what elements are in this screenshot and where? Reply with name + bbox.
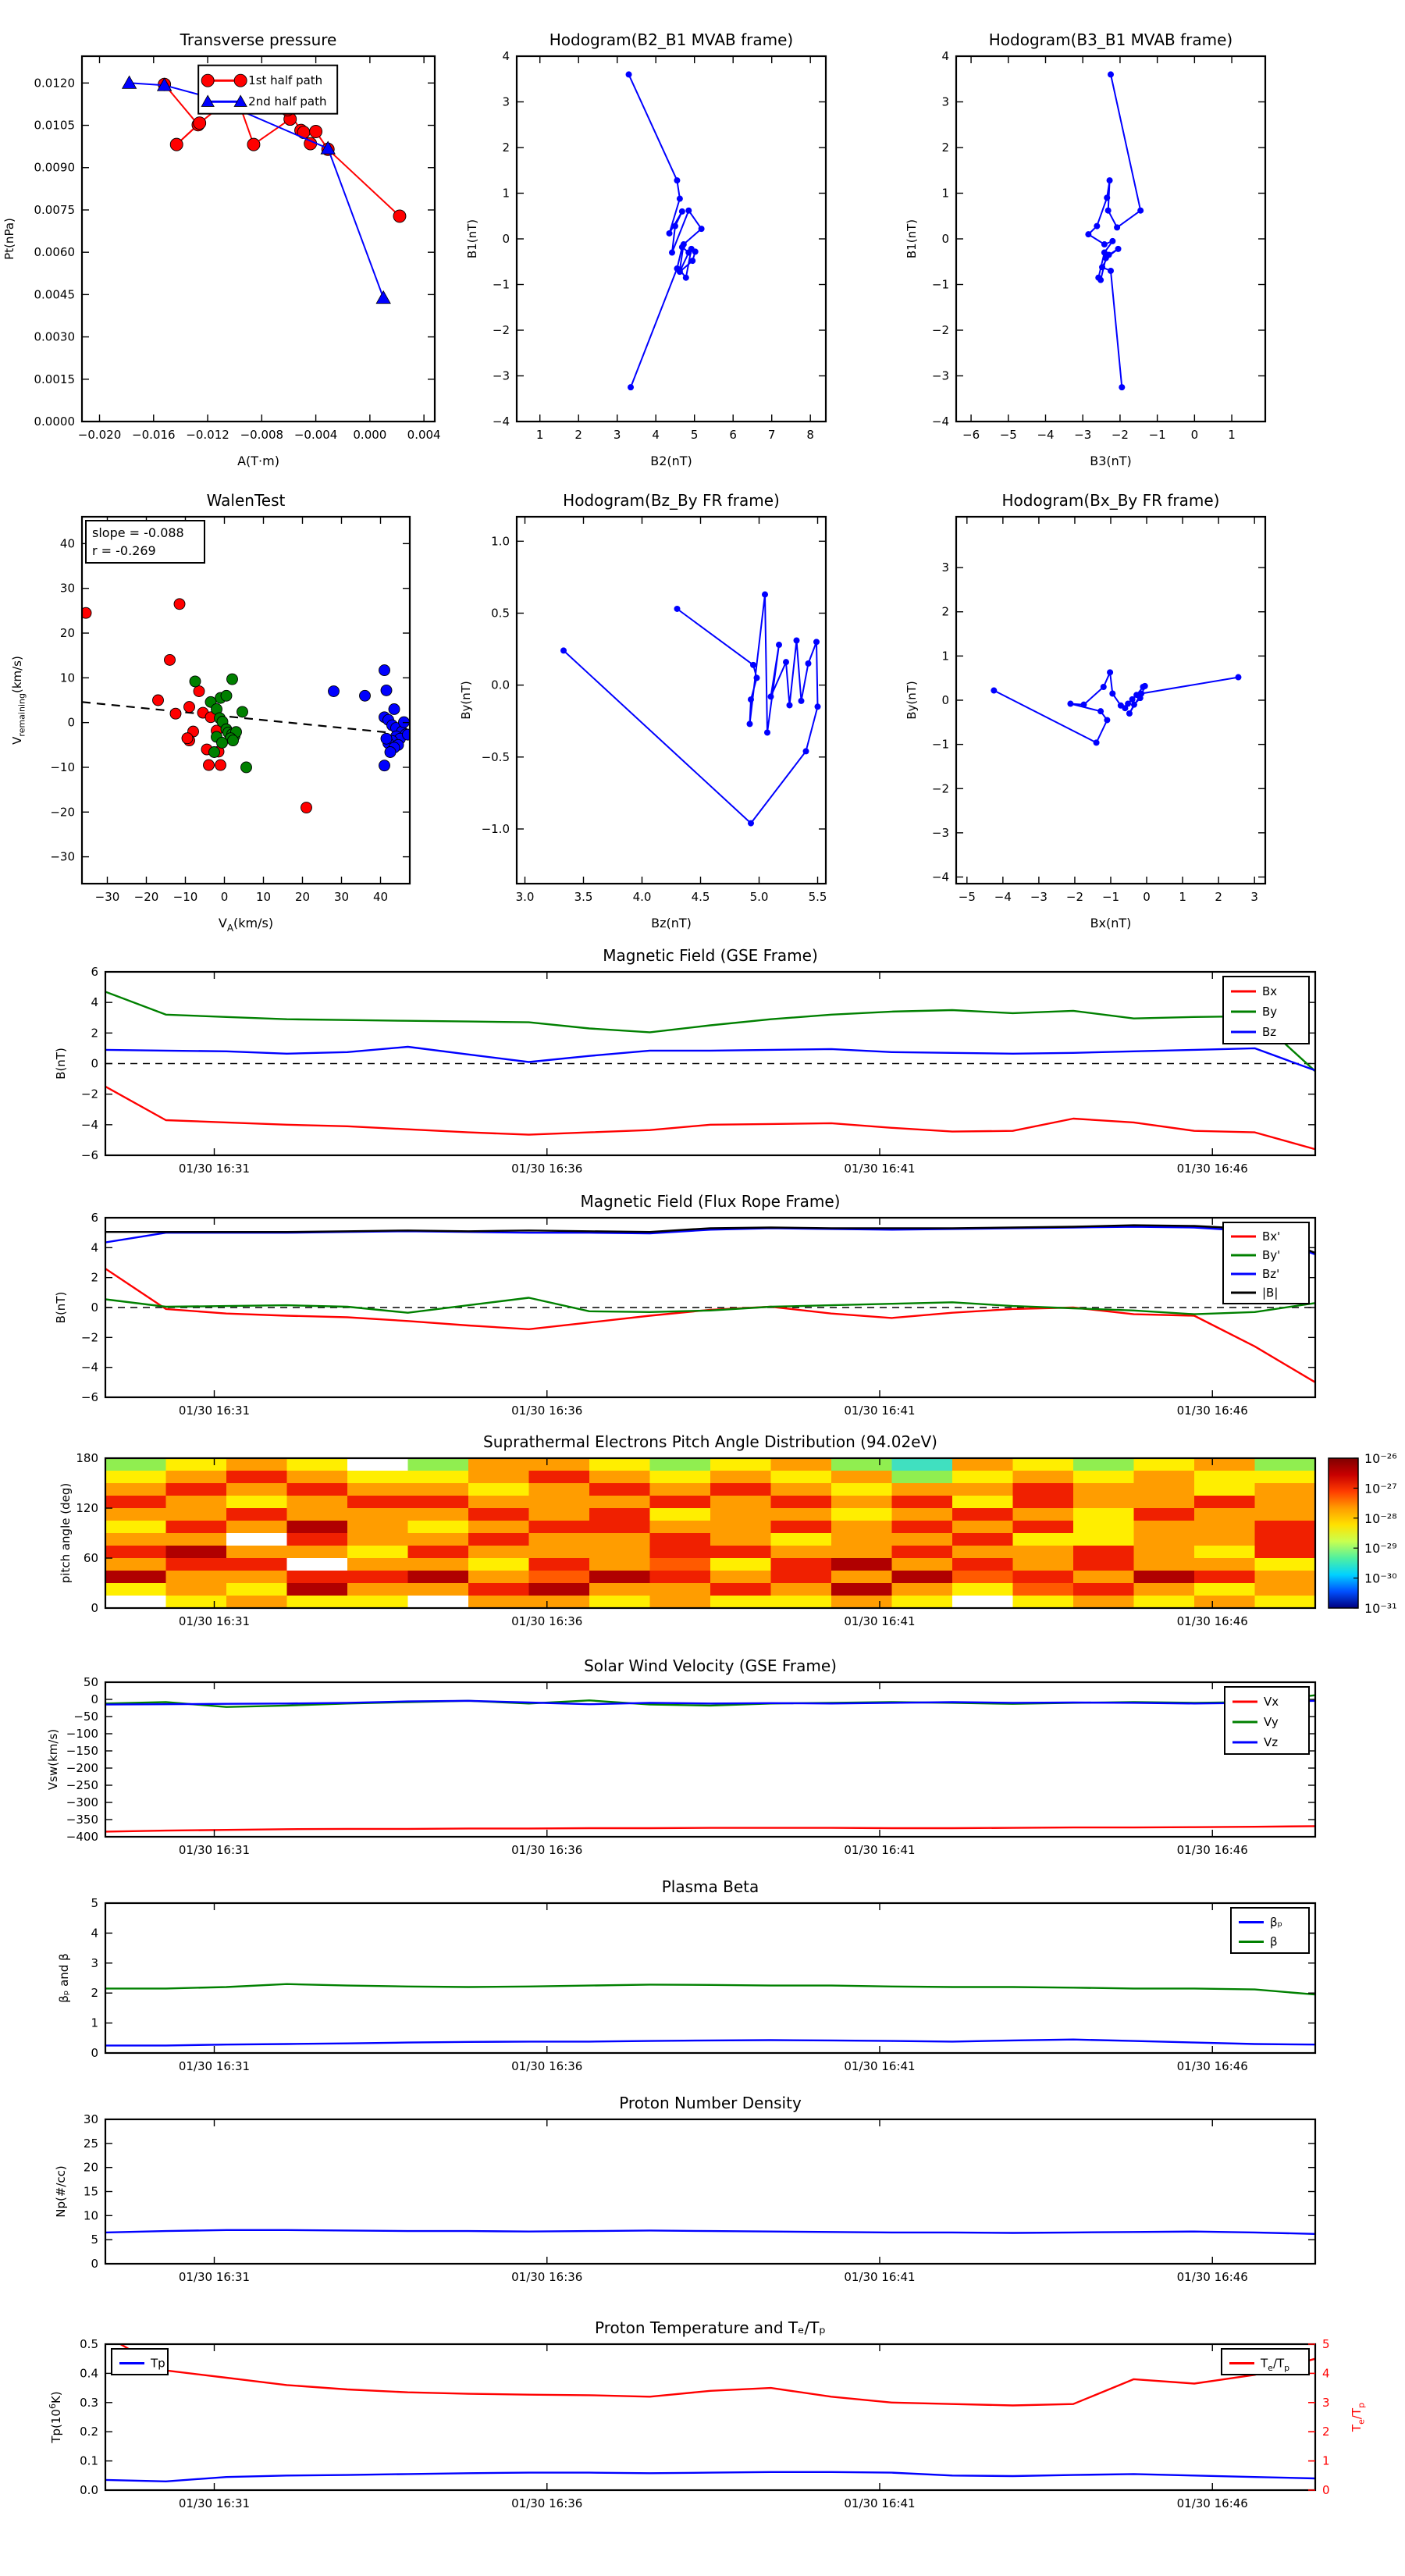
svg-text:By': By' [1262,1248,1281,1262]
svg-text:0.0000: 0.0000 [34,415,75,429]
svg-text:2: 2 [91,1270,98,1285]
svg-text:By(nT): By(nT) [459,681,473,720]
svg-text:10⁻²⁷: 10⁻²⁷ [1364,1481,1397,1496]
svg-text:−0.012: −0.012 [186,428,229,442]
svg-text:2: 2 [941,141,949,155]
svg-text:01/30 16:46: 01/30 16:46 [1176,1843,1248,1857]
svg-text:−4: −4 [931,415,949,429]
svg-text:−300: −300 [66,1795,98,1809]
svg-text:01/30 16:46: 01/30 16:46 [1176,2496,1248,2510]
svg-text:01/30 16:41: 01/30 16:41 [844,2270,916,2284]
svg-text:0.004: 0.004 [407,428,441,442]
svg-text:0: 0 [91,1692,98,1706]
svg-text:3: 3 [502,94,510,109]
svg-text:Tp: Tp [151,2356,165,2371]
svg-text:0: 0 [91,2257,98,2271]
svg-text:0: 0 [1143,890,1151,904]
svg-text:Pt(nPa): Pt(nPa) [2,218,16,260]
svg-text:−30: −30 [94,890,120,904]
svg-text:01/30 16:41: 01/30 16:41 [844,1843,916,1857]
svg-text:−4: −4 [1037,428,1055,442]
svg-text:1: 1 [1179,890,1186,904]
svg-text:βₚ and β: βₚ and β [57,1953,71,2003]
svg-text:0: 0 [941,693,949,707]
svg-text:1: 1 [941,186,949,201]
svg-text:3: 3 [1250,890,1258,904]
svg-text:Vy: Vy [1264,1715,1279,1729]
svg-text:0.000: 0.000 [353,428,387,442]
svg-text:2: 2 [941,604,949,619]
svg-text:−1: −1 [1148,428,1166,442]
svg-text:10⁻²⁸: 10⁻²⁸ [1364,1510,1397,1526]
svg-text:6: 6 [91,1211,98,1225]
title-plasma-beta: Plasma Beta [661,1877,759,1896]
svg-text:−20: −20 [133,890,159,904]
svg-text:40: 40 [372,890,389,904]
svg-text:0: 0 [502,232,510,246]
svg-text:VA(km/s): $V_A(km/s)$ [218,916,274,934]
svg-text:5: 5 [91,2233,98,2247]
svg-text:10: 10 [83,2208,98,2223]
svg-text:2: 2 [1322,2425,1330,2439]
svg-text:0: 0 [91,1601,98,1615]
svg-text:1st half path: 1st half path [248,73,323,88]
svg-text:5: 5 [690,428,699,442]
svg-text:01/30 16:36: 01/30 16:36 [511,1404,583,1418]
svg-text:−350: −350 [66,1813,98,1827]
svg-text:15: 15 [83,2184,98,2199]
svg-text:−150: −150 [66,1744,98,1758]
svg-text:0.0015: 0.0015 [34,372,75,386]
svg-text:01/30 16:46: 01/30 16:46 [1176,1614,1248,1628]
svg-text:120: 120 [76,1501,98,1515]
svg-text:4: 4 [91,995,98,1010]
svg-text:0.0120: 0.0120 [34,76,75,91]
svg-text:Bx(nT): Bx(nT) [1090,916,1132,930]
svg-text:−6: −6 [80,1148,98,1162]
svg-text:01/30 16:36: 01/30 16:36 [511,1843,583,1857]
title-solar-wind-velocity: Solar Wind Velocity (GSE Frame) [584,1656,837,1675]
svg-text:−1: −1 [492,277,510,292]
svg-text:6: 6 [91,965,98,979]
svg-text:−3: −3 [1030,890,1048,904]
svg-text:8: 8 [806,428,814,442]
svg-text:1: 1 [91,2016,98,2030]
svg-text:|B|: |B| [1262,1286,1279,1300]
svg-text:3: 3 [1322,2395,1330,2410]
svg-text:−2: −2 [80,1087,98,1101]
svg-text:25: 25 [83,2136,98,2151]
svg-text:0.1: 0.1 [80,2453,98,2468]
svg-text:5.5: 5.5 [808,890,827,904]
svg-text:−1.0: −1.0 [481,821,510,836]
svg-text:3.5: 3.5 [574,890,593,904]
svg-text:0.5: 0.5 [491,606,510,621]
svg-text:40: 40 [59,536,75,551]
svg-text:01/30 16:36: 01/30 16:36 [511,2059,583,2073]
svg-text:Tp(106K): $Tp(10^6K)$ [48,2391,63,2443]
svg-text:0.0: 0.0 [80,2483,98,2497]
svg-text:01/30 16:31: 01/30 16:31 [178,1162,251,1176]
svg-text:10⁻³¹: 10⁻³¹ [1364,1601,1397,1616]
svg-text:−1: −1 [931,737,949,752]
svg-text:0.0030: 0.0030 [34,329,75,344]
svg-text:01/30 16:41: 01/30 16:41 [844,2059,916,2073]
svg-text:2: 2 [1215,890,1222,904]
svg-text:1: 1 [1322,2453,1330,2468]
svg-text:5.0: 5.0 [749,890,769,904]
svg-text:1.0: 1.0 [491,534,510,549]
svg-text:3.0: 3.0 [515,890,535,904]
svg-text:01/30 16:41: 01/30 16:41 [844,1162,916,1176]
svg-text:20: 20 [83,2160,98,2175]
svg-text:10⁻³⁰: 10⁻³⁰ [1364,1571,1397,1586]
svg-text:01/30 16:36: 01/30 16:36 [511,2270,583,2284]
svg-text:01/30 16:46: 01/30 16:46 [1176,2270,1248,2284]
svg-text:30: 30 [59,581,75,596]
svg-text:−4: −4 [931,870,949,884]
svg-text:1: 1 [941,649,949,664]
svg-text:2nd half path: 2nd half path [248,94,327,109]
svg-text:4: 4 [502,49,510,63]
svg-text:30: 30 [83,2112,98,2126]
svg-text:−100: −100 [66,1727,98,1741]
svg-text:0.0090: 0.0090 [34,160,75,175]
title-pitch-angle-dist: Suprathermal Electrons Pitch Angle Distribution (94.02eV) [483,1432,937,1451]
svg-text:0: 0 [941,232,949,246]
svg-text:01/30 16:31: 01/30 16:31 [178,2496,251,2510]
svg-text:01/30 16:31: 01/30 16:31 [178,1614,251,1628]
svg-text:0.4: 0.4 [80,2366,98,2381]
svg-text:01/30 16:36: 01/30 16:36 [511,1614,583,1628]
svg-text:−6: −6 [80,1390,98,1404]
svg-text:−0.008: −0.008 [240,428,284,442]
svg-text:4: 4 [1322,2366,1330,2381]
svg-text:1: 1 [535,428,544,442]
svg-text:10: 10 [255,890,272,904]
svg-text:20: 20 [59,626,75,641]
svg-text:4: 4 [941,49,949,63]
svg-text:β: β [1270,1934,1278,1949]
title-proton-density: Proton Number Density [619,2094,802,2112]
svg-text:−400: −400 [66,1830,98,1844]
svg-text:−50: −50 [73,1710,98,1724]
svg-text:−3: −3 [1074,428,1092,442]
svg-text:Bz': Bz' [1262,1267,1280,1281]
svg-text:01/30 16:31: 01/30 16:31 [178,1404,251,1418]
svg-text:−250: −250 [66,1778,98,1792]
svg-text:By(nT): By(nT) [905,681,919,720]
svg-text:−20: −20 [50,805,75,820]
svg-text:10⁻²⁶: 10⁻²⁶ [1364,1451,1397,1466]
title-hodogram-bxby: Hodogram(Bx_By FR frame) [1001,491,1220,510]
svg-text:−2: −2 [931,781,949,796]
svg-text:B(nT): B(nT) [54,1048,68,1080]
svg-text:01/30 16:31: 01/30 16:31 [178,2059,251,2073]
svg-text:10: 10 [59,671,75,685]
svg-text:−3: −3 [931,825,949,840]
title-transverse-pressure: Transverse pressure [180,30,337,49]
svg-text:Vz: Vz [1264,1735,1279,1749]
svg-text:5: 5 [1322,2337,1330,2351]
svg-text:4: 4 [91,1926,98,1941]
svg-text:Bx': Bx' [1262,1229,1281,1244]
svg-text:0.2: 0.2 [80,2425,98,2439]
svg-text:A(T·m): A(T·m) [237,454,279,468]
svg-text:−4: −4 [80,1117,98,1132]
svg-text:3: 3 [941,94,949,109]
svg-text:Te/Tp: $T_e/T_p$ [1261,2356,1290,2373]
svg-text:01/30 16:46: 01/30 16:46 [1176,1162,1248,1176]
svg-text:0: 0 [1322,2483,1330,2497]
svg-text:pitch angle (deg): pitch angle (deg) [59,1482,73,1584]
svg-text:01/30 16:36: 01/30 16:36 [511,2496,583,2510]
svg-text:50: 50 [83,1675,98,1689]
svg-text:−2: −2 [931,323,949,337]
svg-text:01/30 16:41: 01/30 16:41 [844,1614,916,1628]
svg-text:0: 0 [91,2046,98,2060]
svg-text:1: 1 [1228,428,1236,442]
svg-text:0: 0 [91,1056,98,1071]
svg-text:−0.5: −0.5 [481,749,510,764]
svg-text:3: 3 [613,428,621,442]
title-walen-test: WalenTest [206,491,286,510]
svg-text:0.0: 0.0 [491,678,510,692]
svg-text:r = -0.269: r = -0.269 [92,543,156,558]
svg-text:2: 2 [502,141,510,155]
svg-text:01/30 16:36: 01/30 16:36 [511,1162,583,1176]
svg-text:01/30 16:46: 01/30 16:46 [1176,1404,1248,1418]
svg-text:0.0060: 0.0060 [34,245,75,260]
svg-text:−3: −3 [492,368,510,383]
svg-text:−0.016: −0.016 [132,428,176,442]
svg-text:6: 6 [729,428,737,442]
svg-text:0.0075: 0.0075 [34,202,75,217]
svg-text:Vx: Vx [1264,1695,1279,1709]
svg-text:B2(nT): B2(nT) [650,454,692,468]
svg-text:2: 2 [91,1986,98,2001]
title-proton-temperature: Proton Temperature and Tₑ/Tₚ [595,2318,826,2337]
title-hodogram-b3b1: Hodogram(B3_B1 MVAB frame) [988,30,1233,49]
svg-text:−200: −200 [66,1761,98,1775]
svg-text:−1: −1 [1101,890,1120,904]
svg-text:−0.020: −0.020 [77,428,122,442]
svg-text:30: 30 [333,890,350,904]
svg-text:0: 0 [1190,428,1199,442]
svg-text:βₚ: βₚ [1270,1915,1282,1930]
svg-text:01/30 16:41: 01/30 16:41 [844,2496,916,2510]
svg-text:Te/Tp: $T_e/T_p$ [1350,2402,1367,2432]
svg-text:0: 0 [220,890,229,904]
title-hodogram-bzby: Hodogram(Bz_By FR frame) [563,491,780,510]
svg-text:1: 1 [502,186,510,201]
title-mag-fr: Magnetic Field (Flux Rope Frame) [580,1192,841,1211]
svg-text:4.5: 4.5 [691,890,710,904]
svg-text:−2: −2 [80,1330,98,1345]
svg-text:10⁻²⁹: 10⁻²⁹ [1364,1541,1397,1557]
svg-text:Vsw(km/s): Vsw(km/s) [46,1728,60,1791]
svg-text:4: 4 [91,1240,98,1255]
svg-text:0.0105: 0.0105 [34,118,75,133]
title-mag-gse: Magnetic Field (GSE Frame) [603,946,818,965]
svg-text:01/30 16:31: 01/30 16:31 [178,1843,251,1857]
svg-text:0.3: 0.3 [80,2395,98,2410]
svg-text:3: 3 [941,560,949,575]
svg-text:01/30 16:31: 01/30 16:31 [178,2270,251,2284]
svg-text:Bx: Bx [1262,984,1278,998]
svg-text:−5: −5 [958,890,976,904]
svg-text:01/30 16:41: 01/30 16:41 [844,1404,916,1418]
svg-text:0: 0 [67,715,75,730]
svg-text:0.0045: 0.0045 [34,287,75,302]
svg-text:3: 3 [91,1955,98,1970]
svg-text:2: 2 [574,428,582,442]
svg-text:−4: −4 [994,890,1012,904]
svg-text:Np(#/cc): Np(#/cc) [54,2165,68,2218]
svg-text:Vremaining(km/s): $V_{remaining}(km/s)$ [10,656,27,745]
svg-text:−3: −3 [931,368,949,383]
svg-text:−2: −2 [1065,890,1084,904]
svg-text:−6: −6 [962,428,980,442]
svg-text:−1: −1 [931,277,949,292]
svg-text:B3(nT): B3(nT) [1090,454,1132,468]
svg-text:7: 7 [767,428,776,442]
svg-text:−2: −2 [1111,428,1129,442]
svg-text:Bz: Bz [1262,1025,1277,1039]
svg-text:−5: −5 [999,428,1017,442]
svg-text:slope = -0.088: slope = -0.088 [92,525,184,540]
svg-text:−4: −4 [80,1360,98,1375]
svg-text:4: 4 [652,428,660,442]
svg-text:−10: −10 [173,890,198,904]
svg-text:20: 20 [294,890,311,904]
svg-text:−2: −2 [492,323,510,337]
svg-text:By: By [1262,1005,1278,1019]
svg-text:4.0: 4.0 [632,890,652,904]
svg-text:0.5: 0.5 [80,2337,98,2351]
svg-text:180: 180 [76,1451,98,1465]
title-hodogram-b2b1: Hodogram(B2_B1 MVAB frame) [549,30,794,49]
svg-text:60: 60 [83,1551,98,1565]
svg-text:01/30 16:46: 01/30 16:46 [1176,2059,1248,2073]
svg-text:B(nT): B(nT) [54,1291,68,1324]
svg-text:Bz(nT): Bz(nT) [651,916,692,930]
svg-text:2: 2 [91,1026,98,1041]
svg-text:0: 0 [91,1300,98,1315]
svg-text:−4: −4 [492,415,510,429]
svg-text:−30: −30 [50,849,75,864]
svg-text:5: 5 [91,1896,98,1910]
svg-text:−0.004: −0.004 [293,428,338,442]
svg-text:−10: −10 [50,760,75,774]
svg-text:B1(nT): B1(nT) [905,219,919,259]
svg-text:B1(nT): B1(nT) [465,219,479,259]
